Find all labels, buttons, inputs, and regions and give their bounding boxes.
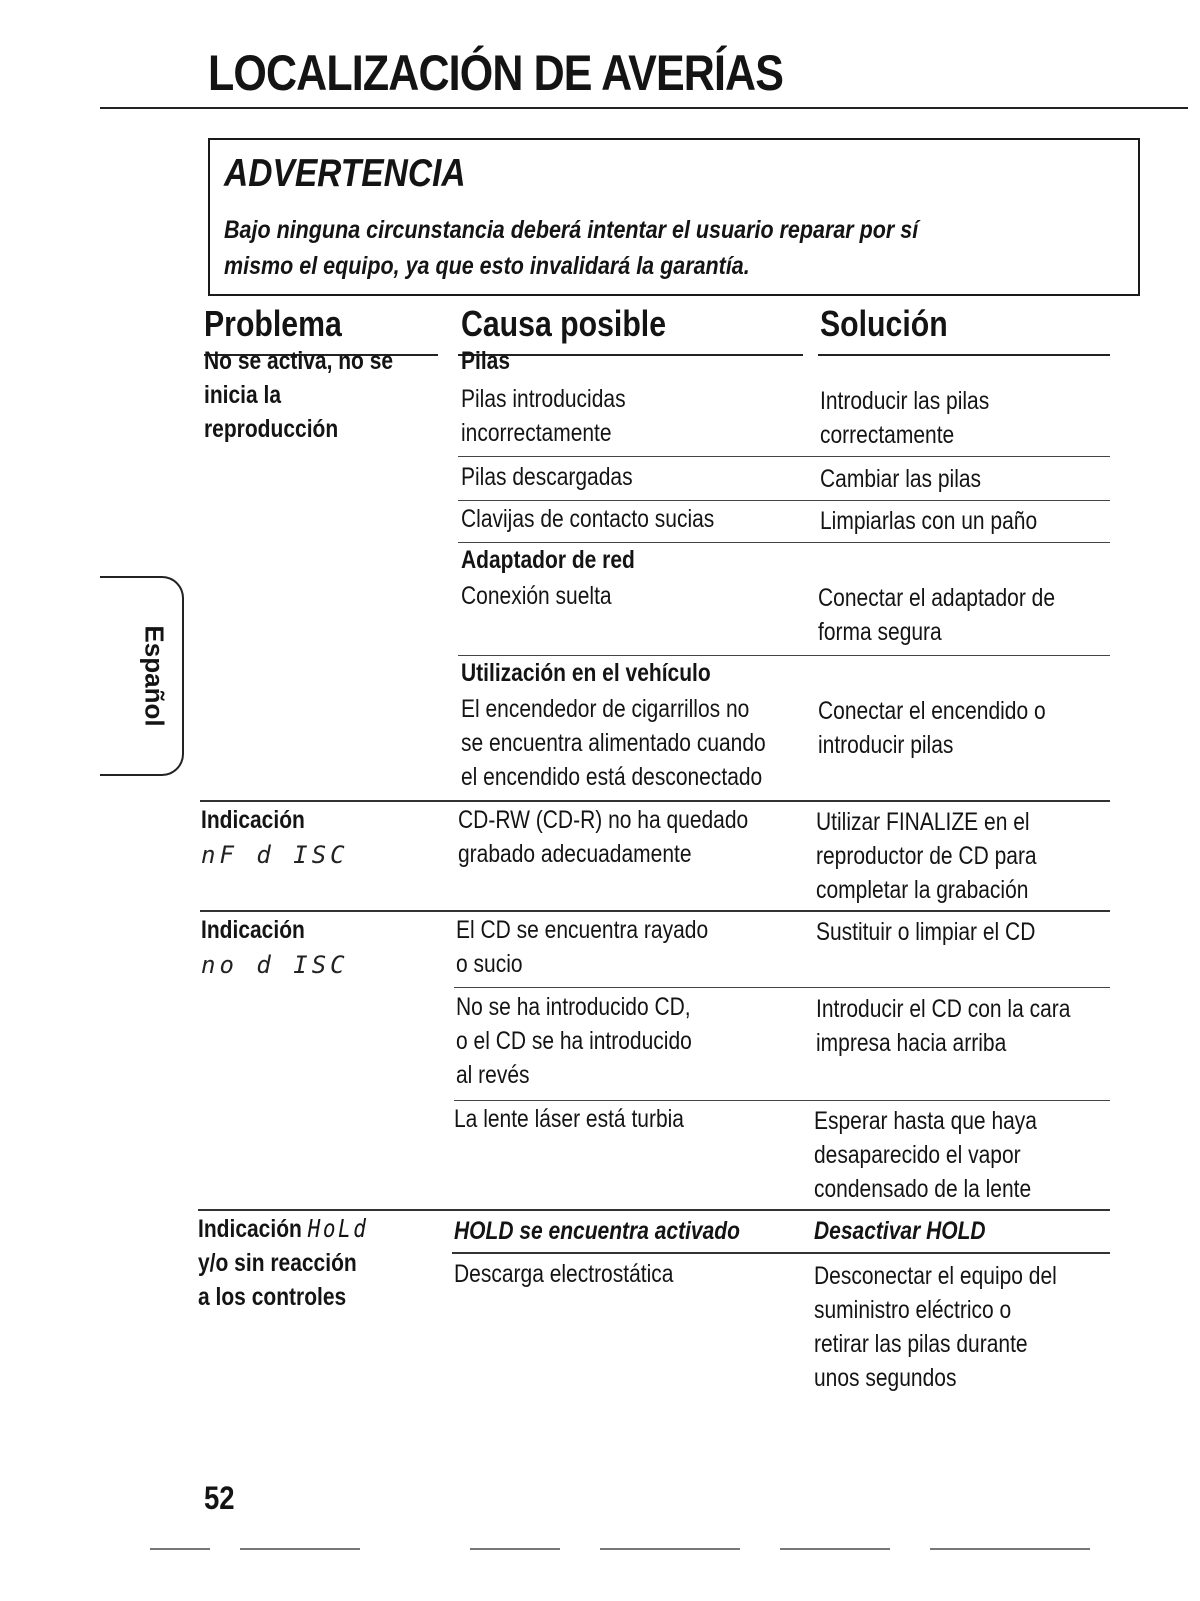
cause-group-heading: Adaptador de red: [461, 546, 635, 574]
solution-cell: Utilizar FINALIZE en el reproductor de CD para completar la grabación: [816, 808, 1037, 904]
cause-cell: Pilas descargadas: [461, 463, 633, 491]
scan-artifact: [930, 1548, 1090, 1550]
row-rule: [200, 910, 1110, 912]
solution-cell: Desconectar el equipo del suministro eléctrico o retirar las pilas durante unos segundos: [814, 1262, 1057, 1392]
warning-line: Bajo ninguna circunstancia deberá intentar el usuario reparar por sí: [224, 216, 919, 244]
cause-cell: La lente láser está turbia: [454, 1105, 684, 1133]
row-rule: [200, 800, 1110, 802]
warning-title: ADVERTENCIA: [224, 152, 466, 195]
language-side-tab-label: Español: [139, 625, 170, 727]
cause-cell: Descarga electrostática: [454, 1260, 674, 1288]
scan-artifact: [240, 1548, 360, 1550]
solution-cell: Cambiar las pilas: [820, 465, 982, 493]
header-rule: [818, 354, 1110, 356]
problem-label: Indicación: [198, 1215, 302, 1243]
cause-cell: HOLD se encuentra activado: [454, 1217, 740, 1245]
warning-text: [224, 212, 1032, 284]
page-number: 52: [204, 1480, 235, 1516]
lcd-display-text: HoLd: [307, 1214, 369, 1243]
row-rule: [458, 456, 1110, 457]
cause-cell: El CD se encuentra rayado o sucio: [456, 916, 709, 978]
solution-cell: Desactivar HOLD: [814, 1217, 986, 1245]
page-title: LOCALIZACIÓN DE AVERÍAS: [208, 45, 784, 101]
warning-box: [208, 138, 1140, 296]
solution-cell: Sustituir o limpiar el CD: [816, 918, 1036, 946]
row-rule: [458, 500, 1110, 501]
cause-cell: Pilas introducidas incorrectamente: [461, 385, 626, 447]
problem-label: Indicación: [201, 916, 305, 944]
cause-cell: Clavijas de contacto sucias: [461, 505, 715, 533]
column-header-problem: Problema: [204, 303, 342, 344]
scan-artifact: [150, 1548, 210, 1550]
cause-cell: El encendedor de cigarrillos no se encuentra alimentado cuando el encendido está desconectado: [461, 695, 766, 791]
solution-cell: Conectar el adaptador de forma segura: [818, 584, 1056, 646]
solution-cell: Limpiarlas con un paño: [820, 507, 1038, 535]
row-rule: [452, 1252, 1110, 1254]
scan-artifact: [600, 1548, 740, 1550]
warning-line: mismo el equipo, ya que esto invalidará la garantía.: [224, 252, 750, 280]
problem-label: Indicación: [201, 806, 305, 834]
column-header-solution: Solución: [820, 303, 948, 344]
cause-cell: CD-RW (CD-R) no ha quedado grabado adecuadamente: [458, 806, 749, 868]
row-rule: [454, 1100, 1110, 1101]
problem-cell: Indicación HoLd y/o sin reacción a los controles: [198, 1214, 369, 1311]
solution-cell: Conectar el encendido o introducir pilas: [818, 697, 1046, 759]
scan-artifact: [470, 1548, 560, 1550]
solution-cell: Introducir las pilas correctamente: [820, 387, 990, 449]
problem-cell: No se activa, no se inicia la reproducción: [204, 347, 394, 443]
cause-cell: No se ha introducido CD, o el CD se ha introducido al revés: [456, 993, 692, 1089]
solution-cell: Esperar hasta que haya desaparecido el vapor condensado de la lente: [814, 1107, 1037, 1203]
cause-group-heading: Pilas: [461, 347, 511, 375]
cause-cell: Conexión suelta: [461, 582, 612, 610]
lcd-display-text: no d ISC: [201, 951, 349, 979]
column-header-cause: Causa posible: [461, 303, 667, 344]
solution-cell: Introducir el CD con la cara impresa hacia arriba: [816, 995, 1071, 1057]
title-rule: [100, 107, 1188, 109]
row-rule: [454, 987, 1110, 988]
row-rule: [198, 1209, 1110, 1211]
lcd-display-text: nF d ISC: [201, 841, 349, 869]
scan-artifact: [780, 1548, 890, 1550]
cause-group-heading: Utilización en el vehículo: [461, 659, 711, 687]
